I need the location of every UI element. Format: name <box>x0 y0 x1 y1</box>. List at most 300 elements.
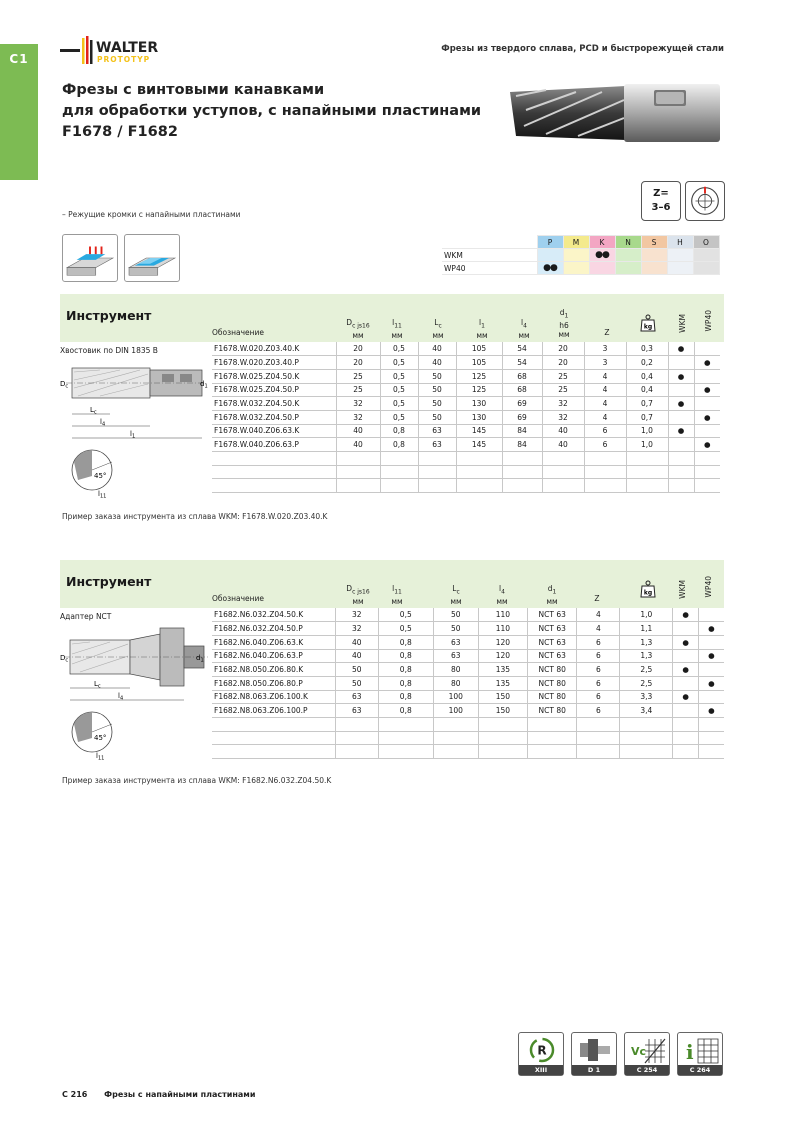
table-cell: 110 <box>478 622 527 636</box>
empty-cell <box>212 479 336 493</box>
tool-photo <box>506 70 724 156</box>
empty-cell <box>336 452 380 466</box>
empty-cell <box>620 745 673 759</box>
mat-header-h: H <box>667 236 693 249</box>
table-cell: 54 <box>502 342 542 356</box>
empty-cell <box>456 465 502 479</box>
table-row <box>212 649 724 663</box>
empty-cell <box>212 452 336 466</box>
col-l11: $l_{11}$ мм <box>391 318 403 340</box>
order-code: F1682.N8.050.Z06.80.K <box>212 663 335 677</box>
table-cell: 50 <box>418 369 456 383</box>
table-cell: 0,5 <box>380 369 418 383</box>
empty-cell <box>335 745 378 759</box>
table-cell: 0,5 <box>380 397 418 411</box>
table-cell: 0,8 <box>380 438 418 452</box>
table-cell: 125 <box>456 383 502 397</box>
grade-availability-mark <box>698 690 724 704</box>
page-title <box>62 80 481 143</box>
table-cell: 25 <box>336 383 380 397</box>
rotation-direction-icon <box>685 181 725 221</box>
table-cell: 40 <box>336 438 380 452</box>
svg-text:kg: kg <box>643 323 653 331</box>
table-cell: 6 <box>584 438 626 452</box>
cutting-data-reference-icon[interactable] <box>624 1032 670 1076</box>
col-l4: $l_4$ мм <box>496 584 508 606</box>
table-cell: 20 <box>542 342 584 356</box>
table-row <box>212 704 724 718</box>
mat-row-label: WP40 <box>442 262 537 275</box>
table-cell: 25 <box>542 369 584 383</box>
grade-availability-mark <box>694 397 720 411</box>
table-cell: NCT 63 <box>527 649 576 663</box>
order-code: F1682.N6.040.Z06.63.K <box>212 635 335 649</box>
order-code: F1678.W.020.Z03.40.P <box>212 356 336 370</box>
tool-table-f1678 <box>212 342 720 493</box>
empty-cell <box>620 731 673 745</box>
mat-header-n: N <box>615 236 641 249</box>
col-z: Z <box>604 328 610 337</box>
table-cell: 84 <box>502 424 542 438</box>
col-z: Z <box>594 594 600 603</box>
table-cell: 0,8 <box>378 690 433 704</box>
empty-cell <box>620 718 673 732</box>
mat-row-label: WKM <box>442 249 537 262</box>
table-cell: 135 <box>478 676 527 690</box>
label-dc: $D_c$ <box>60 380 69 390</box>
label-d1: $d_1$ <box>196 654 204 664</box>
chapter-tab-label: C1 <box>9 52 29 66</box>
table-cell: 6 <box>577 649 620 663</box>
table-cell: NCT 63 <box>527 608 576 622</box>
order-example-1: Пример заказа инструмента из сплава WKM: F1678.W.020.Z03.40.K <box>62 512 328 521</box>
empty-cell <box>542 452 584 466</box>
order-code: F1678.W.025.Z04.50.K <box>212 369 336 383</box>
page-footer <box>62 1090 269 1099</box>
grade-availability-mark <box>673 676 699 690</box>
table-cell: NCT 80 <box>527 704 576 718</box>
table-cell: 0,5 <box>380 410 418 424</box>
col-wkm: WKM <box>678 580 687 599</box>
cutting-speed-icon <box>629 1035 667 1065</box>
table-cell: 32 <box>336 410 380 424</box>
empty-cell <box>668 479 694 493</box>
grade-availability-mark <box>694 424 720 438</box>
order-code: F1678.W.025.Z04.50.P <box>212 383 336 397</box>
icon-label: D 1 <box>572 1065 616 1075</box>
svg-text:R: R <box>537 1043 547 1058</box>
tool-holder-reference-icon[interactable] <box>571 1032 617 1076</box>
table-row <box>212 676 724 690</box>
col-l4: $l_4$ мм <box>518 318 530 340</box>
table-cell: 130 <box>456 397 502 411</box>
table-cell: 0,5 <box>378 608 433 622</box>
table-row <box>212 690 724 704</box>
grade-availability-mark: ● <box>694 438 720 452</box>
col-lc: $L_c$ мм <box>432 318 444 340</box>
table-cell: 2,5 <box>620 676 673 690</box>
table-cell: 20 <box>336 356 380 370</box>
table-cell: 40 <box>418 356 456 370</box>
empty-cell <box>527 731 576 745</box>
col-lc: $L_c$ мм <box>450 584 462 606</box>
table-cell: NCT 80 <box>527 676 576 690</box>
table-cell: 0,5 <box>380 342 418 356</box>
order-code: F1682.N8.050.Z06.80.P <box>212 676 335 690</box>
empty-cell <box>336 479 380 493</box>
table-cell: 80 <box>433 676 478 690</box>
tool-drawing-shank <box>60 358 210 498</box>
table-cell: 4 <box>584 383 626 397</box>
table-cell: 1,1 <box>620 622 673 636</box>
table-cell: NCT 63 <box>527 622 576 636</box>
label-l4: $l_4$ <box>118 692 124 702</box>
tool-holder-icon <box>578 1037 612 1063</box>
table-row <box>212 745 724 759</box>
grade-availability-mark <box>698 663 724 677</box>
table-cell: 63 <box>335 704 378 718</box>
empty-cell <box>698 718 724 732</box>
material-groups-table <box>442 235 720 275</box>
table-cell: 145 <box>456 424 502 438</box>
table-cell: 4 <box>577 622 620 636</box>
grade-availability-mark: ● <box>668 424 694 438</box>
empty-cell <box>527 745 576 759</box>
table-row <box>212 383 720 397</box>
grade-availability-mark <box>673 649 699 663</box>
col-wp40: WP40 <box>704 576 713 598</box>
grade-availability-mark: ● <box>668 369 694 383</box>
grade-availability-mark: ● <box>673 663 699 677</box>
table-row <box>212 397 720 411</box>
grade-availability-mark <box>698 608 724 622</box>
grade-availability-mark <box>668 410 694 424</box>
slot-milling-icon <box>124 234 180 282</box>
info-table-icon <box>682 1035 720 1065</box>
brand-name: WALTER <box>96 40 159 56</box>
label-dc: $D_c$ <box>60 654 69 664</box>
shank-type: Хвостовик по DIN 1835 B <box>60 346 158 355</box>
empty-cell <box>456 479 502 493</box>
order-code: F1678.W.020.Z03.40.K <box>212 342 336 356</box>
table-cell: 50 <box>418 397 456 411</box>
table-cell: 4 <box>584 397 626 411</box>
tool-drawing-nct <box>60 626 210 764</box>
table-row <box>212 479 720 493</box>
teeth-range: 3–6 <box>651 202 671 213</box>
empty-cell <box>418 479 456 493</box>
empty-cell <box>502 452 542 466</box>
empty-cell <box>502 479 542 493</box>
table-cell: 63 <box>418 424 456 438</box>
grade-reference-icon[interactable] <box>518 1032 564 1076</box>
empty-cell <box>456 452 502 466</box>
table-cell: 25 <box>542 383 584 397</box>
empty-cell <box>698 731 724 745</box>
empty-cell <box>527 718 576 732</box>
empty-cell <box>668 465 694 479</box>
label-lc: $L_c$ <box>90 406 97 416</box>
table-cell: 50 <box>433 608 478 622</box>
table-cell: 20 <box>542 356 584 370</box>
page-number: C 216 <box>62 1090 88 1099</box>
empty-cell <box>433 731 478 745</box>
table-cell: 4 <box>577 608 620 622</box>
grade-availability-mark <box>668 383 694 397</box>
table-cell: 100 <box>433 704 478 718</box>
table-cell: 40 <box>336 424 380 438</box>
empty-cell <box>380 452 418 466</box>
table-cell: 1,3 <box>620 635 673 649</box>
table-cell: 0,4 <box>626 369 668 383</box>
empty-cell <box>542 479 584 493</box>
table-cell: 50 <box>418 383 456 397</box>
empty-cell <box>673 731 699 745</box>
table-cell: 6 <box>577 690 620 704</box>
col-d1: $d_1$ мм <box>546 584 558 606</box>
walter-logo <box>60 34 200 68</box>
table-cell: 50 <box>335 676 378 690</box>
col-code: Обозначение <box>212 594 265 603</box>
col-dc: $D_{c js16}$ мм <box>346 584 370 606</box>
empty-cell <box>673 718 699 732</box>
tool-section-f1682 <box>60 560 724 780</box>
table-cell: 100 <box>433 690 478 704</box>
table-cell: 0,7 <box>626 397 668 411</box>
grade-availability-mark: ● <box>698 622 724 636</box>
empty-cell <box>668 452 694 466</box>
grade-availability-mark: ● <box>673 635 699 649</box>
table-cell: NCT 80 <box>527 663 576 677</box>
table-row <box>212 369 720 383</box>
table-cell: 40 <box>335 649 378 663</box>
svg-text:i: i <box>686 1040 694 1064</box>
grade-availability-mark: ● <box>694 356 720 370</box>
table-cell: 2,5 <box>620 663 673 677</box>
mat-header-m: M <box>563 236 589 249</box>
table-cell: 84 <box>502 438 542 452</box>
teeth-label: Z= <box>653 188 669 199</box>
empty-cell <box>380 465 418 479</box>
tool-table-f1682 <box>212 608 724 759</box>
table-cell: 125 <box>456 369 502 383</box>
empty-cell <box>542 465 584 479</box>
empty-cell <box>335 731 378 745</box>
col-l1: $l_1$ мм <box>476 318 488 340</box>
svg-text:kg: kg <box>643 589 653 597</box>
order-code: F1678.W.040.Z06.63.K <box>212 424 336 438</box>
table-cell: 50 <box>418 410 456 424</box>
table-cell: 32 <box>542 410 584 424</box>
empty-cell <box>378 745 433 759</box>
empty-cell <box>478 718 527 732</box>
grade-availability-mark: ● <box>698 676 724 690</box>
table-cell: 20 <box>336 342 380 356</box>
grade-availability-mark: ● <box>694 383 720 397</box>
table-cell: 3 <box>584 356 626 370</box>
table-row <box>212 663 724 677</box>
label-d1: $d_1$ <box>200 380 208 390</box>
table-cell: 32 <box>335 608 378 622</box>
page-section-header: Фрезы из твердого сплава, PCD и быстрорежущей стали <box>441 44 724 54</box>
empty-cell <box>378 718 433 732</box>
table-cell: 4 <box>584 410 626 424</box>
table-cell: 40 <box>542 424 584 438</box>
table-cell: 0,7 <box>626 410 668 424</box>
label-lc: $L_c$ <box>94 680 101 690</box>
table-cell: 1,0 <box>626 438 668 452</box>
order-example-2: Пример заказа инструмента из сплава WKM: F1682.N6.032.Z04.50.K <box>62 776 332 785</box>
table-cell: 0,8 <box>378 635 433 649</box>
col-l11: $l_{11}$ мм <box>391 584 403 606</box>
table-cell: NCT 80 <box>527 690 576 704</box>
teeth-count-box <box>641 181 681 221</box>
empty-cell <box>212 745 335 759</box>
table-cell: 0,4 <box>626 383 668 397</box>
empty-cell <box>698 745 724 759</box>
empty-cell <box>577 745 620 759</box>
table-row <box>212 424 720 438</box>
table-cell: 63 <box>418 438 456 452</box>
table-cell: 0,8 <box>378 704 433 718</box>
table-cell: 1,3 <box>620 649 673 663</box>
icon-label: XIII <box>519 1065 563 1075</box>
section-title: Инструмент <box>66 574 152 589</box>
table-cell: 1,0 <box>626 424 668 438</box>
cutting-edge-note: – Режущие кромки с напайными пластинами <box>62 210 241 219</box>
table-cell: 63 <box>433 635 478 649</box>
empty-cell <box>418 452 456 466</box>
mat-header-k: K <box>589 236 615 249</box>
order-code: F1682.N6.040.Z06.63.P <box>212 649 335 663</box>
empty-cell <box>418 465 456 479</box>
table-cell: 105 <box>456 356 502 370</box>
grade-availability-mark: ● <box>673 608 699 622</box>
table-cell: 80 <box>433 663 478 677</box>
table-cell: 4 <box>584 369 626 383</box>
empty-cell <box>694 452 720 466</box>
info-reference-icon[interactable] <box>677 1032 723 1076</box>
icon-label: C 264 <box>678 1065 722 1075</box>
empty-cell <box>577 731 620 745</box>
table-cell: 0,8 <box>378 676 433 690</box>
empty-cell <box>584 465 626 479</box>
table-cell: 40 <box>335 635 378 649</box>
brand-sub: PROTOTYP <box>97 55 151 64</box>
empty-cell <box>626 452 668 466</box>
footer-section: Фрезы с напайными пластинами <box>104 1090 256 1099</box>
table-cell: 0,8 <box>378 663 433 677</box>
table-cell: 54 <box>502 356 542 370</box>
table-cell: 6 <box>584 424 626 438</box>
empty-cell <box>212 731 335 745</box>
table-cell: 25 <box>336 369 380 383</box>
table-cell: 0,5 <box>380 383 418 397</box>
grade-availability-mark: ● <box>694 410 720 424</box>
table-cell: 6 <box>577 635 620 649</box>
table-cell: 68 <box>502 369 542 383</box>
empty-cell <box>577 718 620 732</box>
empty-cell <box>626 479 668 493</box>
table-cell: 0,5 <box>378 622 433 636</box>
empty-cell <box>584 452 626 466</box>
table-cell: 0,2 <box>626 356 668 370</box>
mat-mark: ●● <box>589 249 615 262</box>
empty-cell <box>380 479 418 493</box>
table-row <box>212 356 720 370</box>
table-cell: 0,8 <box>380 424 418 438</box>
table-cell: 120 <box>478 635 527 649</box>
table-cell: 130 <box>456 410 502 424</box>
tool-section-f1678 <box>60 294 724 514</box>
shoulder-milling-icon <box>62 234 118 282</box>
empty-cell <box>478 745 527 759</box>
table-cell: 105 <box>456 342 502 356</box>
label-l4: $l_4$ <box>100 418 106 428</box>
mat-header-s: S <box>641 236 667 249</box>
empty-cell <box>673 745 699 759</box>
col-wkm: WKM <box>678 314 687 333</box>
table-cell: 68 <box>502 383 542 397</box>
empty-cell <box>378 731 433 745</box>
mat-header-p: P <box>537 236 563 249</box>
regrind-icon <box>527 1035 557 1065</box>
table-cell: 3 <box>584 342 626 356</box>
order-code: F1682.N6.032.Z04.50.K <box>212 608 335 622</box>
table-row <box>212 342 720 356</box>
title-line-1: Фрезы с винтовыми канавками <box>62 82 325 98</box>
grade-availability-mark <box>668 438 694 452</box>
order-code: F1682.N8.063.Z06.100.P <box>212 704 335 718</box>
table-row <box>212 438 720 452</box>
order-code: F1678.W.032.Z04.50.K <box>212 397 336 411</box>
chapter-tab <box>0 44 38 180</box>
grade-availability-mark <box>698 635 724 649</box>
empty-cell <box>584 479 626 493</box>
table-row <box>212 718 724 732</box>
section-title: Инструмент <box>66 308 152 323</box>
empty-cell <box>433 745 478 759</box>
table-cell: 110 <box>478 608 527 622</box>
order-code: F1678.W.032.Z04.50.P <box>212 410 336 424</box>
order-code: F1682.N6.032.Z04.50.P <box>212 622 335 636</box>
table-cell: 1,0 <box>620 608 673 622</box>
table-cell: 50 <box>335 663 378 677</box>
empty-cell <box>502 465 542 479</box>
svg-text:Vc: Vc <box>631 1045 647 1058</box>
label-l1: $l_1$ <box>130 430 136 440</box>
table-cell: 32 <box>336 397 380 411</box>
empty-cell <box>478 731 527 745</box>
table-row <box>212 465 720 479</box>
table-row <box>212 731 724 745</box>
empty-cell <box>212 465 336 479</box>
col-d1: $d_1$ h6 мм <box>558 308 570 339</box>
table-cell: 6 <box>577 704 620 718</box>
table-cell: 3,3 <box>620 690 673 704</box>
table-cell: 40 <box>542 438 584 452</box>
table-cell: 0,3 <box>626 342 668 356</box>
table-cell: 3,4 <box>620 704 673 718</box>
table-cell: 135 <box>478 663 527 677</box>
grade-availability-mark <box>694 369 720 383</box>
table-row <box>212 622 724 636</box>
table-cell: 63 <box>335 690 378 704</box>
table-cell: 63 <box>433 649 478 663</box>
empty-cell <box>212 718 335 732</box>
table-cell: 50 <box>433 622 478 636</box>
label-angle: 45° <box>94 472 107 480</box>
